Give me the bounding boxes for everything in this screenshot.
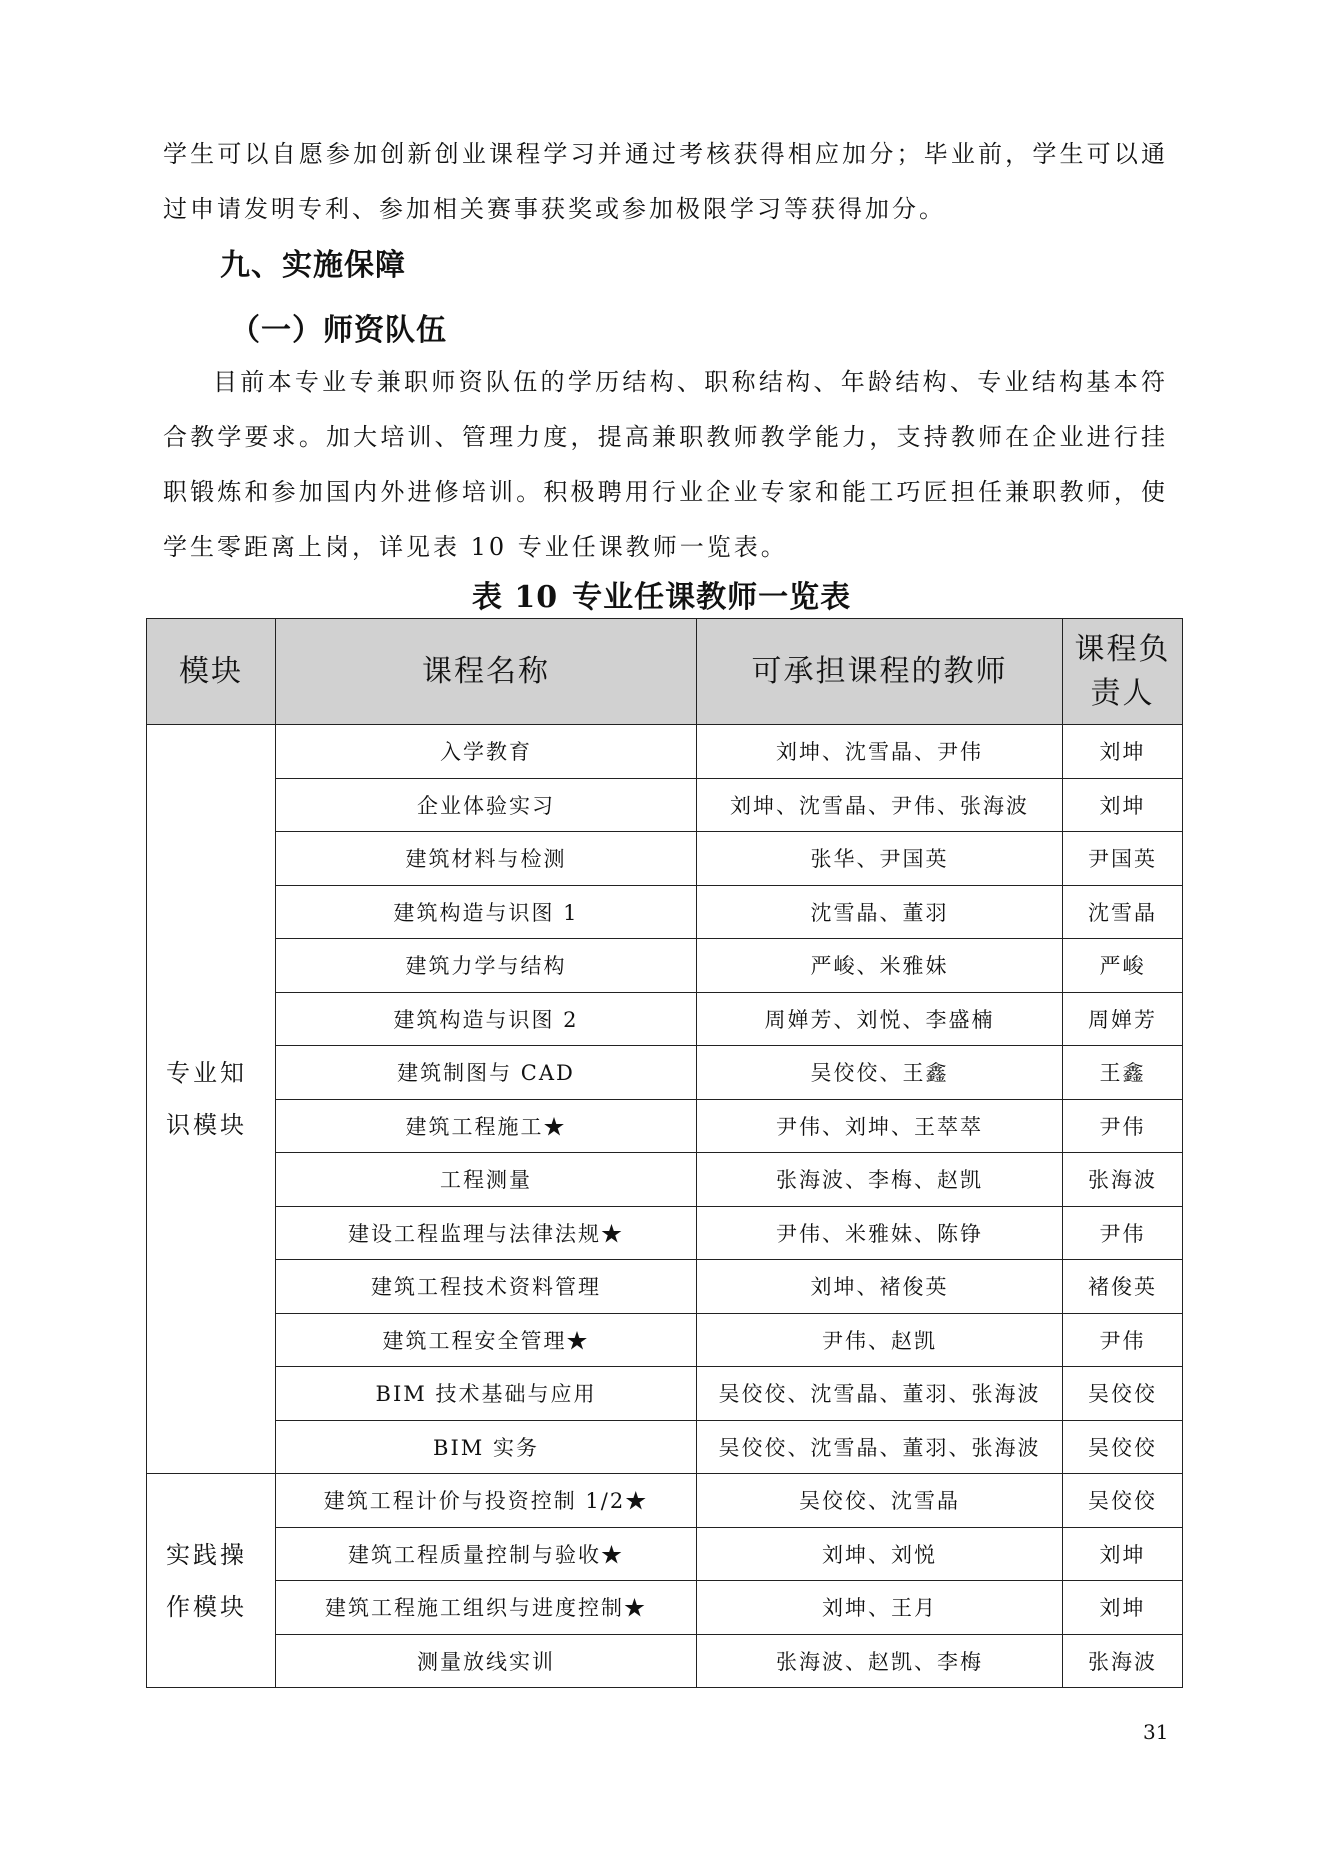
teachers-cell: 尹伟、刘坤、王萃萃 bbox=[697, 1099, 1063, 1153]
course-cell: 测量放线实训 bbox=[276, 1634, 697, 1688]
table-row bbox=[147, 1634, 1183, 1688]
subsection-heading: （一）师资队伍 bbox=[230, 313, 447, 348]
course-cell: 建筑力学与结构 bbox=[276, 939, 697, 993]
course-cell: 工程测量 bbox=[276, 1153, 697, 1207]
teachers-cell: 尹伟、米雅妹、陈铮 bbox=[697, 1206, 1063, 1260]
table-row bbox=[147, 1527, 1183, 1581]
teachers-cell: 刘坤、褚俊英 bbox=[697, 1260, 1063, 1314]
teachers-cell: 刘坤、沈雪晶、尹伟 bbox=[697, 725, 1063, 779]
header-module: 模块 bbox=[147, 619, 276, 725]
table-caption-number: 表 10 bbox=[471, 580, 559, 615]
table-row bbox=[147, 832, 1183, 886]
teachers-cell: 刘坤、刘悦 bbox=[697, 1527, 1063, 1581]
teacher-table bbox=[146, 618, 1183, 1688]
lead-cell: 周婵芳 bbox=[1063, 992, 1183, 1046]
table-row bbox=[147, 885, 1183, 939]
course-cell: BIM 技术基础与应用 bbox=[276, 1367, 697, 1421]
teachers-cell: 张华、尹国英 bbox=[697, 832, 1063, 886]
teachers-cell: 严峻、米雅妹 bbox=[697, 939, 1063, 993]
course-cell: 建筑工程施工组织与进度控制★ bbox=[276, 1581, 697, 1635]
table-row bbox=[147, 1153, 1183, 1207]
teachers-cell: 张海波、李梅、赵凯 bbox=[697, 1153, 1063, 1207]
lead-cell: 尹国英 bbox=[1063, 832, 1183, 886]
course-cell: 建筑工程质量控制与验收★ bbox=[276, 1527, 697, 1581]
lead-cell: 刘坤 bbox=[1063, 778, 1183, 832]
table-row bbox=[147, 1260, 1183, 1314]
course-cell: 建筑制图与 CAD bbox=[276, 1046, 697, 1100]
table-row bbox=[147, 1420, 1183, 1474]
teachers-cell: 吴佼佼、王鑫 bbox=[697, 1046, 1063, 1100]
course-cell: 建筑材料与检测 bbox=[276, 832, 697, 886]
header-course: 课程名称 bbox=[276, 619, 697, 725]
course-cell: 建筑工程技术资料管理 bbox=[276, 1260, 697, 1314]
table-row bbox=[147, 939, 1183, 993]
lead-cell: 尹伟 bbox=[1063, 1313, 1183, 1367]
lead-cell: 张海波 bbox=[1063, 1634, 1183, 1688]
table-caption-title: 专业任课教师一览表 bbox=[572, 580, 852, 615]
section-heading: 九、实施保障 bbox=[220, 248, 406, 283]
header-lead: 课程负责人 bbox=[1063, 619, 1183, 725]
table-row bbox=[147, 778, 1183, 832]
course-cell: 建筑构造与识图 2 bbox=[276, 992, 697, 1046]
table-caption bbox=[0, 572, 1323, 616]
module-cell bbox=[147, 725, 276, 1474]
course-cell: 入学教育 bbox=[276, 725, 697, 779]
teachers-cell: 沈雪晶、董羽 bbox=[697, 885, 1063, 939]
module-name: 实践操作模块 bbox=[166, 1540, 247, 1621]
lead-cell: 褚俊英 bbox=[1063, 1260, 1183, 1314]
faculty-paragraph bbox=[163, 355, 1168, 575]
course-cell: 企业体验实习 bbox=[276, 778, 697, 832]
table-row bbox=[147, 1046, 1183, 1100]
module-name: 专业知识模块 bbox=[166, 1059, 247, 1139]
header-teachers: 可承担课程的教师 bbox=[697, 619, 1063, 725]
teachers-cell: 张海波、赵凯、李梅 bbox=[697, 1634, 1063, 1688]
page-number: 31 bbox=[1143, 1720, 1169, 1744]
course-cell: BIM 实务 bbox=[276, 1420, 697, 1474]
table-header-row bbox=[147, 619, 1183, 725]
lead-cell: 张海波 bbox=[1063, 1153, 1183, 1207]
intro-text: 学生可以自愿参加创新创业课程学习并通过考核获得相应加分；毕业前，学生可以通过申请发明专利、参加相关赛事获奖或参加极限学习等获得加分。 bbox=[163, 140, 1168, 223]
teachers-cell: 周婵芳、刘悦、李盛楠 bbox=[697, 992, 1063, 1046]
faculty-text: 目前本专业专兼职师资队伍的学历结构、职称结构、年龄结构、专业结构基本符合教学要求。加大培训、管理力度，提高兼职教师教学能力，支持教师在企业进行挂职锻炼和参加国内外进修培训。积极聘用行业企业专家和能工巧匠担任兼职教师，使学生零距离上岗，详见表 10 专业任课教师一览表。 bbox=[163, 368, 1168, 561]
teachers-cell: 刘坤、沈雪晶、尹伟、张海波 bbox=[697, 778, 1063, 832]
course-cell: 建设工程监理与法律法规★ bbox=[276, 1206, 697, 1260]
module-cell bbox=[147, 1474, 276, 1688]
table-row bbox=[147, 1206, 1183, 1260]
table-row bbox=[147, 1367, 1183, 1421]
course-cell: 建筑工程安全管理★ bbox=[276, 1313, 697, 1367]
teachers-cell: 尹伟、赵凯 bbox=[697, 1313, 1063, 1367]
course-cell: 建筑工程计价与投资控制 1/2★ bbox=[276, 1474, 697, 1528]
lead-cell: 刘坤 bbox=[1063, 1581, 1183, 1635]
lead-cell: 刘坤 bbox=[1063, 725, 1183, 779]
lead-cell: 尹伟 bbox=[1063, 1206, 1183, 1260]
lead-cell: 吴佼佼 bbox=[1063, 1420, 1183, 1474]
lead-cell: 尹伟 bbox=[1063, 1099, 1183, 1153]
table-row bbox=[147, 1474, 1183, 1528]
lead-cell: 吴佼佼 bbox=[1063, 1367, 1183, 1421]
intro-paragraph bbox=[163, 127, 1168, 237]
teachers-cell: 刘坤、王月 bbox=[697, 1581, 1063, 1635]
course-cell: 建筑工程施工★ bbox=[276, 1099, 697, 1153]
lead-cell: 严峻 bbox=[1063, 939, 1183, 993]
teachers-cell: 吴佼佼、沈雪晶、董羽、张海波 bbox=[697, 1367, 1063, 1421]
lead-cell: 沈雪晶 bbox=[1063, 885, 1183, 939]
table-row bbox=[147, 1581, 1183, 1635]
teachers-cell: 吴佼佼、沈雪晶、董羽、张海波 bbox=[697, 1420, 1063, 1474]
table-row bbox=[147, 1313, 1183, 1367]
table-row bbox=[147, 992, 1183, 1046]
lead-cell: 刘坤 bbox=[1063, 1527, 1183, 1581]
lead-cell: 王鑫 bbox=[1063, 1046, 1183, 1100]
teachers-cell: 吴佼佼、沈雪晶 bbox=[697, 1474, 1063, 1528]
lead-cell: 吴佼佼 bbox=[1063, 1474, 1183, 1528]
table-row bbox=[147, 725, 1183, 779]
table-row bbox=[147, 1099, 1183, 1153]
course-cell: 建筑构造与识图 1 bbox=[276, 885, 697, 939]
table-body bbox=[147, 725, 1183, 1688]
